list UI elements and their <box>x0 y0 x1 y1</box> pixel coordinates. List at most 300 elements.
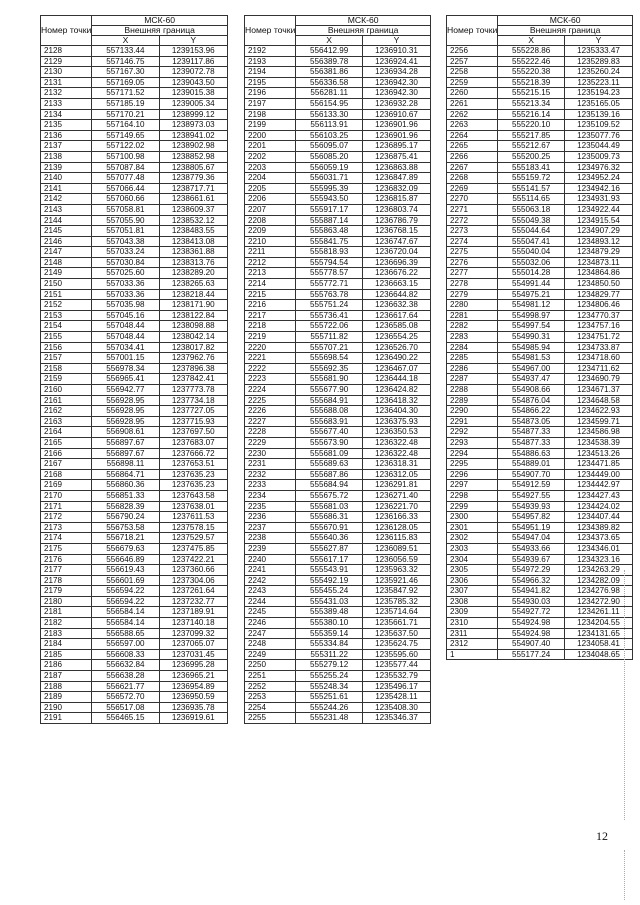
x-coordinate-cell: 556638.28 <box>92 671 159 682</box>
point-number-cell: 2154 <box>41 321 92 332</box>
x-coordinate-cell: 554886.63 <box>498 448 565 459</box>
table-row <box>41 353 228 364</box>
x-coordinate-cell: 556336.58 <box>296 77 363 88</box>
y-coordinate-cell: 1236350.53 <box>363 427 431 438</box>
x-coordinate-cell: 554873.05 <box>498 416 565 427</box>
y-coordinate-cell: 1237727.05 <box>159 406 227 417</box>
y-coordinate-cell: 1236924.41 <box>363 56 431 67</box>
y-coordinate-cell: 1237635.23 <box>159 469 227 480</box>
table-row <box>447 56 633 67</box>
x-coordinate-cell: 556389.78 <box>296 56 363 67</box>
y-coordinate-cell: 1238289.20 <box>159 268 227 279</box>
table-row <box>41 533 228 544</box>
y-coordinate-cell: 1239043.50 <box>159 77 227 88</box>
y-coordinate-cell: 1234599.71 <box>565 416 633 427</box>
x-coordinate-cell: 555063.18 <box>498 204 565 215</box>
y-coordinate-cell: 1236663.15 <box>363 279 431 290</box>
table-row <box>447 512 633 523</box>
table-row <box>245 279 431 290</box>
point-number-cell: 2162 <box>41 406 92 417</box>
x-coordinate-cell: 554967.00 <box>498 363 565 374</box>
point-number-cell: 2208 <box>245 215 296 226</box>
y-coordinate-cell: 1234346.01 <box>565 543 633 554</box>
y-coordinate-cell: 1238717.71 <box>159 183 227 194</box>
table-row <box>41 310 228 321</box>
x-coordinate-cell: 555751.24 <box>296 300 363 311</box>
y-coordinate-cell: 1235532.79 <box>363 671 431 682</box>
x-coordinate-cell: 556828.39 <box>92 501 159 512</box>
x-coordinate-cell: 555686.31 <box>296 512 363 523</box>
y-coordinate-cell: 1237140.18 <box>159 618 227 629</box>
table-row <box>245 607 431 618</box>
y-coordinate-cell: 1234893.12 <box>565 236 633 247</box>
point-number-cell: 2220 <box>245 342 296 353</box>
point-number-cell: 2175 <box>41 543 92 554</box>
x-coordinate-cell: 555183.41 <box>498 162 565 173</box>
x-coordinate-cell: 554866.22 <box>498 406 565 417</box>
x-coordinate-cell: 554877.33 <box>498 437 565 448</box>
point-number-cell: 2264 <box>447 130 498 141</box>
x-coordinate-cell: 555222.46 <box>498 56 565 67</box>
point-number-cell: 2262 <box>447 109 498 120</box>
x-coordinate-cell: 556897.67 <box>92 448 159 459</box>
point-number-cell: 2163 <box>41 416 92 427</box>
x-coordinate-cell: 555231.48 <box>296 713 363 724</box>
point-number-cell: 2265 <box>447 141 498 152</box>
table-row <box>41 67 228 78</box>
point-number-cell: 2158 <box>41 363 92 374</box>
y-coordinate-cell: 1235847.92 <box>363 586 431 597</box>
y-coordinate-cell: 1237653.51 <box>159 459 227 470</box>
x-coordinate-cell: 557058.81 <box>92 204 159 215</box>
x-coordinate-cell: 556646.89 <box>92 554 159 565</box>
x-coordinate-cell: 555673.90 <box>296 437 363 448</box>
table-row <box>41 713 228 724</box>
x-coordinate-cell: 555114.65 <box>498 194 565 205</box>
x-coordinate-cell: 555688.08 <box>296 406 363 417</box>
table-row <box>447 459 633 470</box>
point-number-cell: 2183 <box>41 628 92 639</box>
point-number-cell: 2275 <box>447 247 498 258</box>
table-row <box>447 385 633 396</box>
point-number-cell: 2219 <box>245 332 296 343</box>
x-coordinate-cell: 555244.26 <box>296 702 363 713</box>
x-coordinate-cell: 555215.15 <box>498 88 565 99</box>
table-row <box>41 681 228 692</box>
x-coordinate-cell: 555220.10 <box>498 120 565 131</box>
point-number-cell: 2260 <box>447 88 498 99</box>
y-coordinate-cell: 1236910.67 <box>363 109 431 120</box>
table-row <box>245 596 431 607</box>
point-number-cell: 2304 <box>447 554 498 565</box>
point-number-cell: 2182 <box>41 618 92 629</box>
point-number-cell: 2291 <box>447 416 498 427</box>
point-number-cell: 2190 <box>41 702 92 713</box>
x-coordinate-cell: 557045.16 <box>92 310 159 321</box>
point-number-cell: 2267 <box>447 162 498 173</box>
x-coordinate-cell: 554985.94 <box>498 342 565 353</box>
table-row <box>245 310 431 321</box>
y-coordinate-cell: 1237065.07 <box>159 639 227 650</box>
point-number-cell: 2224 <box>245 385 296 396</box>
point-number-cell: 2210 <box>245 236 296 247</box>
table-row <box>41 512 228 523</box>
point-number-cell: 2216 <box>245 300 296 311</box>
point-number-cell: 2229 <box>245 437 296 448</box>
x-coordinate-cell: 557035.98 <box>92 300 159 311</box>
y-coordinate-cell: 1235595.60 <box>363 649 431 660</box>
point-number-cell: 2141 <box>41 183 92 194</box>
table-row <box>447 406 633 417</box>
x-coordinate-cell: 555681.09 <box>296 448 363 459</box>
y-coordinate-cell: 1236291.81 <box>363 480 431 491</box>
y-coordinate-cell: 1235428.11 <box>363 692 431 703</box>
point-number-cell: 2269 <box>447 183 498 194</box>
x-coordinate-cell: 555640.36 <box>296 533 363 544</box>
table-row <box>41 342 228 353</box>
point-number-cell: 2272 <box>447 215 498 226</box>
table-row <box>447 98 633 109</box>
y-coordinate-cell: 1236089.51 <box>363 543 431 554</box>
point-number-cell: 2306 <box>447 575 498 586</box>
y-coordinate-cell: 1238852.98 <box>159 151 227 162</box>
y-coordinate-cell: 1236322.48 <box>363 437 431 448</box>
table-row <box>447 215 633 226</box>
point-number-cell: 2205 <box>245 183 296 194</box>
page-number: 12 <box>596 829 608 843</box>
point-number-cell: 2188 <box>41 681 92 692</box>
y-coordinate-cell: 1235194.23 <box>565 88 633 99</box>
x-coordinate-cell: 555683.91 <box>296 416 363 427</box>
point-number-cell: 2173 <box>41 522 92 533</box>
y-coordinate-cell: 1234907.29 <box>565 226 633 237</box>
point-number-cell: 2136 <box>41 130 92 141</box>
table-row <box>447 289 633 300</box>
x-coordinate-cell: 555177.24 <box>498 649 565 660</box>
table-row <box>245 565 431 576</box>
y-coordinate-cell: 1238941.02 <box>159 130 227 141</box>
point-number-cell: 2263 <box>447 120 498 131</box>
y-coordinate-cell: 1236965.21 <box>159 671 227 682</box>
x-coordinate-cell: 557043.38 <box>92 236 159 247</box>
table-row <box>447 628 633 639</box>
x-coordinate-cell: 555778.57 <box>296 268 363 279</box>
x-coordinate-cell: 556601.69 <box>92 575 159 586</box>
table-row <box>41 257 228 268</box>
table-row <box>245 109 431 120</box>
x-coordinate-cell: 555677.40 <box>296 427 363 438</box>
point-number-cell: 2293 <box>447 437 498 448</box>
y-coordinate-cell: 1234427.43 <box>565 490 633 501</box>
table-row <box>41 141 228 152</box>
point-number-cell: 2307 <box>447 586 498 597</box>
y-coordinate-cell: 1236863.88 <box>363 162 431 173</box>
x-coordinate-cell: 556790.24 <box>92 512 159 523</box>
x-coordinate-cell: 554972.29 <box>498 565 565 576</box>
table-row <box>447 363 633 374</box>
y-coordinate-cell: 1234586.98 <box>565 427 633 438</box>
y-coordinate-cell: 1237422.21 <box>159 554 227 565</box>
y-coordinate-cell: 1234449.00 <box>565 469 633 480</box>
point-number-cell: 2222 <box>245 363 296 374</box>
point-number-cell: 2301 <box>447 522 498 533</box>
point-number-cell: 2249 <box>245 649 296 660</box>
scan-edge-line <box>624 850 625 900</box>
y-coordinate-cell: 1236467.07 <box>363 363 431 374</box>
table-row <box>41 501 228 512</box>
point-number-cell: 2225 <box>245 395 296 406</box>
point-number-cell: 2151 <box>41 289 92 300</box>
y-coordinate-cell: 1238122.84 <box>159 310 227 321</box>
point-number-cell: 2266 <box>447 151 498 162</box>
table-row <box>447 575 633 586</box>
point-number-cell: 2218 <box>245 321 296 332</box>
x-coordinate-cell: 555228.86 <box>498 46 565 57</box>
x-coordinate-cell: 555359.14 <box>296 628 363 639</box>
x-coordinate-cell: 556897.67 <box>92 437 159 448</box>
point-number-cell: 2129 <box>41 56 92 67</box>
x-coordinate-cell: 555617.17 <box>296 554 363 565</box>
table-row <box>41 395 228 406</box>
table-row <box>41 194 228 205</box>
x-coordinate-cell: 554939.67 <box>498 554 565 565</box>
y-coordinate-cell: 1235963.32 <box>363 565 431 576</box>
y-coordinate-cell: 1235785.32 <box>363 596 431 607</box>
table-row <box>41 660 228 671</box>
x-coordinate-cell: 555711.82 <box>296 332 363 343</box>
y-coordinate-cell: 1236271.40 <box>363 490 431 501</box>
x-coordinate-cell: 556621.77 <box>92 681 159 692</box>
point-number-cell: 2142 <box>41 194 92 205</box>
point-number-cell: 2231 <box>245 459 296 470</box>
point-number-cell: 2159 <box>41 374 92 385</box>
x-coordinate-cell: 555943.50 <box>296 194 363 205</box>
y-coordinate-cell: 1237666.72 <box>159 448 227 459</box>
y-coordinate-cell: 1236954.89 <box>159 681 227 692</box>
y-coordinate-cell: 1235165.05 <box>565 98 633 109</box>
x-coordinate-cell: 557030.84 <box>92 257 159 268</box>
point-number-cell: 2185 <box>41 649 92 660</box>
x-coordinate-cell: 555818.93 <box>296 247 363 258</box>
point-number-cell: 2309 <box>447 607 498 618</box>
point-number-cell: 2239 <box>245 543 296 554</box>
table-row <box>447 310 633 321</box>
table-row <box>447 141 633 152</box>
y-coordinate-cell: 1234922.44 <box>565 204 633 215</box>
table-row <box>245 459 431 470</box>
x-coordinate-cell: 556113.91 <box>296 120 363 131</box>
y-coordinate-cell: 1239072.78 <box>159 67 227 78</box>
x-coordinate-cell: 554981.12 <box>498 300 565 311</box>
y-coordinate-cell: 1234471.85 <box>565 459 633 470</box>
table-row <box>447 332 633 343</box>
x-coordinate-cell: 557033.36 <box>92 289 159 300</box>
y-coordinate-cell: 1236115.83 <box>363 533 431 544</box>
y-coordinate-cell: 1234942.16 <box>565 183 633 194</box>
table-row <box>41 98 228 109</box>
point-number-cell: 2209 <box>245 226 296 237</box>
x-coordinate-cell: 557033.24 <box>92 247 159 258</box>
table-row <box>41 332 228 343</box>
table-row <box>245 363 431 374</box>
y-coordinate-cell: 1238532.12 <box>159 215 227 226</box>
y-coordinate-cell: 1234718.60 <box>565 353 633 364</box>
table-row <box>41 575 228 586</box>
point-number-cell: 2193 <box>245 56 296 67</box>
table-row <box>245 522 431 533</box>
point-number-cell: 2204 <box>245 173 296 184</box>
table-row <box>245 671 431 682</box>
point-number-cell: 2278 <box>447 279 498 290</box>
table-row <box>245 448 431 459</box>
y-coordinate-cell: 1237475.85 <box>159 543 227 554</box>
point-number-cell: 2273 <box>447 226 498 237</box>
point-number-cell: 2300 <box>447 512 498 523</box>
scan-edge-line <box>624 570 625 820</box>
x-coordinate-cell: 555863.48 <box>296 226 363 237</box>
point-number-cell: 2248 <box>245 639 296 650</box>
x-coordinate-cell: 555707.21 <box>296 342 363 353</box>
y-coordinate-cell: 1238609.37 <box>159 204 227 215</box>
x-coordinate-cell: 556753.58 <box>92 522 159 533</box>
x-coordinate-cell: 557122.02 <box>92 141 159 152</box>
boundary-header: Внешняя граница <box>92 26 228 36</box>
table-row <box>41 77 228 88</box>
table-row <box>245 639 431 650</box>
point-number-cell: 2155 <box>41 332 92 343</box>
table-row <box>245 67 431 78</box>
y-coordinate-cell: 1237360.66 <box>159 565 227 576</box>
table-row <box>41 416 228 427</box>
point-number-cell: 2284 <box>447 342 498 353</box>
coordinates-table-2 <box>244 15 431 724</box>
table-row <box>447 554 633 565</box>
point-number-cell: 2280 <box>447 300 498 311</box>
x-coordinate-cell: 556095.07 <box>296 141 363 152</box>
x-coordinate-cell: 555218.39 <box>498 77 565 88</box>
x-coordinate-cell: 556412.99 <box>296 46 363 57</box>
table-row <box>245 151 431 162</box>
y-coordinate-cell: 1236322.48 <box>363 448 431 459</box>
y-coordinate-cell: 1237638.01 <box>159 501 227 512</box>
x-coordinate-cell: 554907.40 <box>498 639 565 650</box>
y-coordinate-cell: 1239015.38 <box>159 88 227 99</box>
y-coordinate-cell: 1234389.82 <box>565 522 633 533</box>
x-coordinate-cell: 556517.08 <box>92 702 159 713</box>
table-row <box>447 257 633 268</box>
y-coordinate-cell: 1235223.11 <box>565 77 633 88</box>
table-row <box>245 586 431 597</box>
table-row <box>245 46 431 57</box>
point-number-cell: 2276 <box>447 257 498 268</box>
x-coordinate-cell: 555049.38 <box>498 215 565 226</box>
y-coordinate-cell: 1238805.67 <box>159 162 227 173</box>
table-row <box>245 194 431 205</box>
table-row <box>41 204 228 215</box>
x-coordinate-cell: 556059.19 <box>296 162 363 173</box>
point-number-cell: 2311 <box>447 628 498 639</box>
y-coordinate-cell: 1236418.32 <box>363 395 431 406</box>
y-coordinate-cell: 1236424.82 <box>363 385 431 396</box>
y-coordinate-cell: 1236444.18 <box>363 374 431 385</box>
table-row <box>447 416 633 427</box>
table-row <box>447 183 633 194</box>
table-row <box>41 173 228 184</box>
table-row <box>245 512 431 523</box>
x-header: X <box>296 36 363 46</box>
point-number-cell: 2303 <box>447 543 498 554</box>
x-coordinate-cell: 556085.20 <box>296 151 363 162</box>
x-coordinate-cell: 556381.86 <box>296 67 363 78</box>
x-coordinate-cell: 556928.95 <box>92 395 159 406</box>
table-row <box>447 565 633 576</box>
x-coordinate-cell: 556632.84 <box>92 660 159 671</box>
table-row <box>41 46 228 57</box>
point-number-cell: 2131 <box>41 77 92 88</box>
point-number-cell: 2270 <box>447 194 498 205</box>
y-coordinate-cell: 1234204.55 <box>565 618 633 629</box>
table-row <box>41 427 228 438</box>
x-coordinate-cell: 554876.04 <box>498 395 565 406</box>
point-number-cell: 2232 <box>245 469 296 480</box>
table-row <box>447 437 633 448</box>
table-row <box>447 151 633 162</box>
table-row <box>245 247 431 258</box>
x-coordinate-cell: 554924.98 <box>498 628 565 639</box>
table-row <box>245 289 431 300</box>
y-coordinate-cell: 1236056.59 <box>363 554 431 565</box>
y-coordinate-cell: 1237773.78 <box>159 385 227 396</box>
point-number-cell: 2236 <box>245 512 296 523</box>
y-coordinate-cell: 1234323.16 <box>565 554 633 565</box>
x-coordinate-cell: 555543.91 <box>296 565 363 576</box>
point-number-cell: 2294 <box>447 448 498 459</box>
coordinate-system-header: МСК-60 <box>498 16 633 26</box>
table-row <box>41 120 228 131</box>
x-coordinate-cell: 556978.34 <box>92 363 159 374</box>
table-row <box>41 300 228 311</box>
point-number-cell: 2180 <box>41 596 92 607</box>
table-row <box>41 490 228 501</box>
point-number-cell: 2250 <box>245 660 296 671</box>
x-coordinate-cell: 557170.21 <box>92 109 159 120</box>
table-row <box>245 141 431 152</box>
y-coordinate-cell: 1236676.22 <box>363 268 431 279</box>
x-coordinate-cell: 554981.53 <box>498 353 565 364</box>
table-row <box>447 109 633 120</box>
table-row <box>245 162 431 173</box>
point-number-cell: 2258 <box>447 67 498 78</box>
y-coordinate-cell: 1236617.64 <box>363 310 431 321</box>
y-coordinate-cell: 1238361.88 <box>159 247 227 258</box>
x-coordinate-cell: 556908.61 <box>92 427 159 438</box>
x-coordinate-cell: 554927.55 <box>498 490 565 501</box>
y-coordinate-cell: 1237697.50 <box>159 427 227 438</box>
table-row <box>447 300 633 311</box>
table-row <box>447 607 633 618</box>
x-coordinate-cell: 555200.25 <box>498 151 565 162</box>
table-row <box>447 522 633 533</box>
table-row <box>41 702 228 713</box>
table-row <box>447 77 633 88</box>
x-coordinate-cell: 557025.60 <box>92 268 159 279</box>
y-coordinate-cell: 1236312.05 <box>363 469 431 480</box>
x-coordinate-cell: 556133.30 <box>296 109 363 120</box>
table-row <box>245 332 431 343</box>
x-coordinate-cell: 556584.14 <box>92 618 159 629</box>
table-row <box>41 151 228 162</box>
point-number-cell: 2238 <box>245 533 296 544</box>
